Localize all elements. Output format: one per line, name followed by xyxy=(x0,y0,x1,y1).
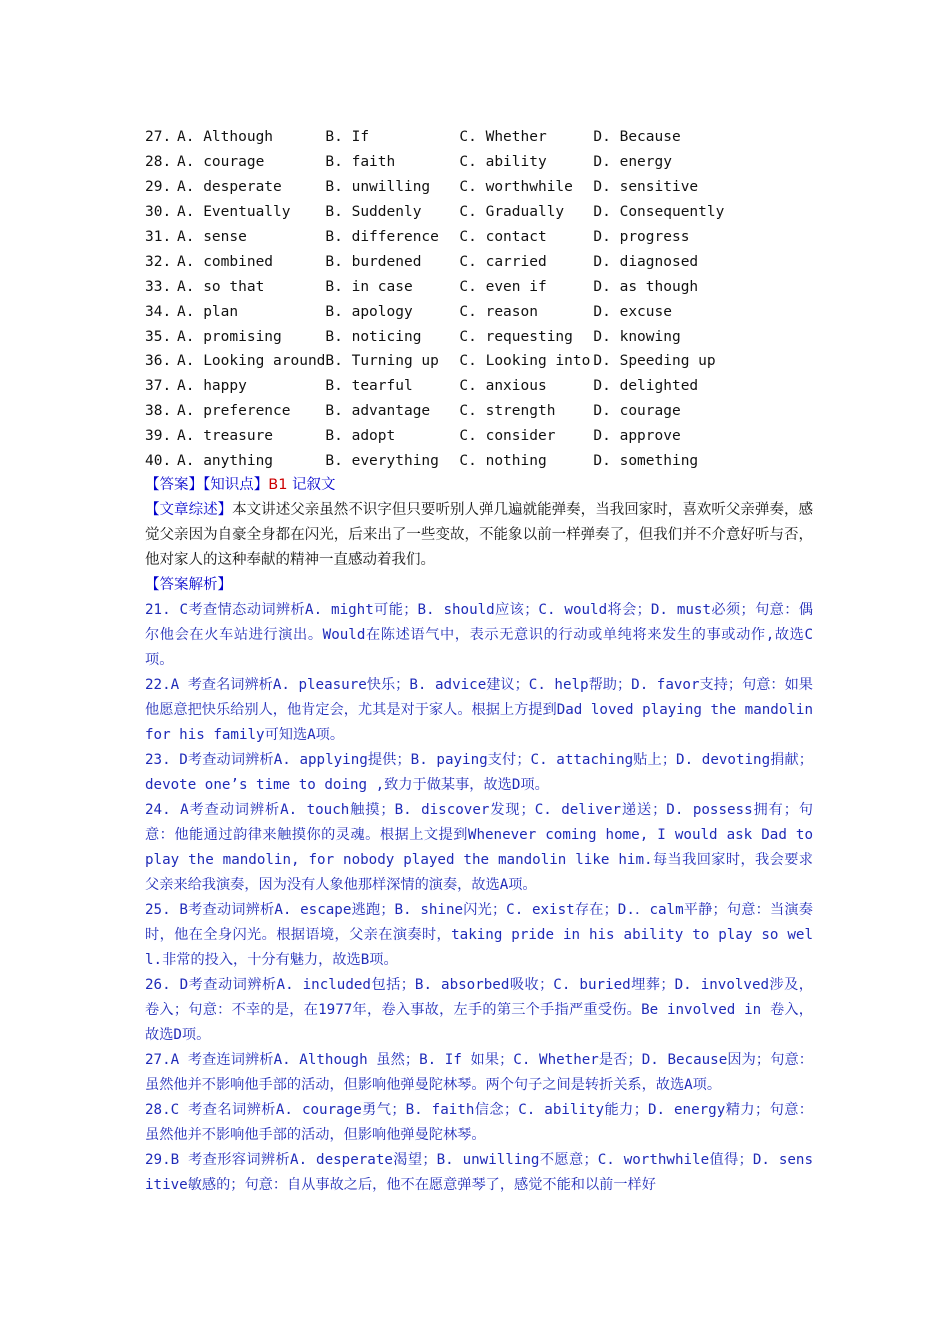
option-a: A. preference xyxy=(177,403,291,420)
option-row xyxy=(145,225,733,250)
option-d: D. courage xyxy=(593,403,681,420)
page-content xyxy=(145,125,813,1198)
question-number: 28. xyxy=(145,154,172,171)
option-d: D. Speeding up xyxy=(593,353,716,370)
option-c: C. even if xyxy=(459,278,547,295)
explanation-item: 24. A考查动词辨析A. touch触摸；B. discover发现；C. deliver递送；D. possess拥有；句意：他能通过韵律来触摸你的灵魂。根据上文提到Whenever coming home, I would ask Dad to play the mandolin, for nobody played the mandolin like him.每当我回家时，我会要求父亲来给我演奏，因为没有人象他那样深情的演奏，故选A项。 xyxy=(145,802,813,894)
option-d: D. Consequently xyxy=(593,204,725,221)
option-row xyxy=(145,249,733,274)
option-c: C. ability xyxy=(459,154,547,171)
option-a: A. Eventually xyxy=(177,204,291,221)
option-c: C. reason xyxy=(459,303,538,320)
option-a: A. happy xyxy=(177,378,247,395)
summary-label: 【文章综述】 xyxy=(145,502,233,519)
option-row xyxy=(145,449,733,474)
option-c: C. consider xyxy=(459,428,556,445)
option-a: A. promising xyxy=(177,328,282,345)
option-d: D. energy xyxy=(593,154,672,171)
option-row xyxy=(145,399,733,424)
option-b: B. If xyxy=(325,129,370,146)
question-number: 38. xyxy=(145,403,172,420)
explanation-item: 26. D考查动词辨析A. included包括；B. absorbed吸收；C. buried埋葬；D. involved涉及，卷入；句意：不幸的是，在1977年，卷入事故，左手的第三个手指严重受伤。Be involved in 卷入，故选D项。 xyxy=(145,977,813,1044)
option-c: C. Looking into xyxy=(459,353,591,370)
explanation-item: 28.C 考查名词辨析A. courage勇气；B. faith信念；C. ability能力；D. energy精力；句意：虽然他并不影响他手部的活动，但影响他弹曼陀林琴。 xyxy=(145,1102,813,1144)
option-row xyxy=(145,349,733,374)
question-number: 29. xyxy=(145,179,172,196)
answer-header xyxy=(145,473,813,498)
option-b: B. difference xyxy=(325,229,439,245)
option-d: D. as though xyxy=(593,278,699,295)
option-a: A. Although xyxy=(177,129,274,146)
option-row xyxy=(145,200,733,225)
question-number: 37. xyxy=(145,378,172,395)
option-b: B. burdened xyxy=(325,253,422,270)
option-c: C. Whether xyxy=(459,129,547,146)
option-row xyxy=(145,274,733,299)
option-b: B. adopt xyxy=(325,428,396,445)
option-row xyxy=(145,324,733,349)
option-a: A. combined xyxy=(177,253,274,270)
explanation-item: 29.B 考查形容词辨析A. desperate渴望；B. unwilling不愿意；C. worthwhile值得；D. sensitive敏感的；句意：自从事故之后，他不在愿意弹琴了，感觉不能和以前一样好 xyxy=(145,1152,813,1194)
option-b: B. Suddenly xyxy=(325,204,422,221)
explanation-list xyxy=(145,598,813,1198)
option-c: C. nothing xyxy=(459,453,547,470)
genre-label: 记叙文 xyxy=(287,477,336,494)
summary-text: 本文讲述父亲虽然不识字但只要听别人弹几遍就能弹奏，当我回家时，喜欢听父亲弹奏，感觉父亲因为自豪全身都在闪光，后来出了一些变故，不能象以前一样弹奏了，但我们并不介意好听与否，他对家人的这种奉献的精神一直感动着我们。 xyxy=(145,502,814,569)
option-c: C. strength xyxy=(459,403,556,420)
option-c: C. carried xyxy=(459,253,547,270)
option-d: D. sensitive xyxy=(593,179,699,196)
option-row xyxy=(145,374,733,399)
option-b: B. faith xyxy=(325,154,396,171)
explanation-item: 25. B考查动词辨析A. escape逃跑；B. shine闪光；C. exist存在；D.．calm平静；句意：当演奏时，他在全身闪光。根据语境，父亲在演奏时，taking pride in his ability to play so well.非常的投入，十分有魅力，故选B项。 xyxy=(145,902,813,969)
question-number: 35. xyxy=(145,328,172,345)
option-a: A. anything xyxy=(177,453,274,470)
analysis-label: 【答案解析】 xyxy=(145,577,232,594)
options-table xyxy=(145,125,733,473)
option-a: A. sense xyxy=(177,229,247,245)
option-row xyxy=(145,125,733,150)
question-number: 40. xyxy=(145,453,172,470)
option-a: A. treasure xyxy=(177,428,274,445)
explanation-item: 23. D考查动词辨析A. applying提供；B. paying支付；C. attaching贴上；D. devoting捐献；devote one’s time to doing ,致力于做某事，故选D项。 xyxy=(145,752,813,794)
option-a: A. Looking around xyxy=(177,353,326,370)
option-d: D. approve xyxy=(593,428,681,445)
option-d: D. Because xyxy=(593,129,681,146)
answer-header-label: 【答案】【知识点】 xyxy=(145,477,269,494)
explanation-item: 21. C考查情态动词辨析A. might可能；B. should应该；C. would将会；D. must必须；句意：偶尔他会在火车站进行演出。Would在陈述语气中，表示无意识的行动或单纯将来发生的事或动作,故选C项。 xyxy=(145,602,813,669)
option-d: D. knowing xyxy=(593,328,681,345)
option-d: D. excuse xyxy=(593,303,672,320)
option-c: C. contact xyxy=(459,229,547,245)
option-row xyxy=(145,175,733,200)
option-b: B. everything xyxy=(325,453,439,470)
option-a: A. courage xyxy=(177,154,265,171)
option-b: B. noticing xyxy=(325,328,422,345)
option-c: C. anxious xyxy=(459,378,547,395)
option-b: B. unwilling xyxy=(325,179,431,196)
question-number: 33. xyxy=(145,278,172,295)
article-summary xyxy=(145,498,813,573)
explanation-item: 27.A 考查连词辨析A. Although 虽然；B. If 如果；C. Whether是否；D. Because因为；句意：虽然他并不影响他手部的活动，但影响他弹曼陀林琴。两个句子之间是转折关系，故选A项。 xyxy=(145,1052,813,1094)
question-number: 31. xyxy=(145,229,172,245)
option-d: D. something xyxy=(593,453,699,470)
option-c: C. Gradually xyxy=(459,204,565,221)
option-a: A. so that xyxy=(177,278,265,295)
option-row xyxy=(145,299,733,324)
question-number: 32. xyxy=(145,253,172,270)
option-a: A. desperate xyxy=(177,179,282,196)
option-b: B. apology xyxy=(325,303,413,320)
question-number: 27. xyxy=(145,129,172,146)
option-d: D. delighted xyxy=(593,378,699,395)
option-d: D. progress xyxy=(593,229,690,245)
question-number: 36. xyxy=(145,353,172,370)
knowledge-code: B1 xyxy=(268,477,288,494)
option-b: B. Turning up xyxy=(325,353,439,370)
question-number: 34. xyxy=(145,303,172,320)
explanation-item: 22.A 考查名词辨析A. pleasure快乐；B. advice建议；C. help帮助；D. favor支持；句意：如果他愿意把快乐给别人，他肯定会，尤其是对于家人。根据上方提到Dad loved playing the mandolin for his family可知选A项。 xyxy=(145,677,813,744)
option-b: B. tearful xyxy=(325,378,413,395)
option-c: C. requesting xyxy=(459,328,573,345)
question-number: 30. xyxy=(145,204,172,221)
question-number: 39. xyxy=(145,428,172,445)
option-a: A. plan xyxy=(177,303,239,320)
option-b: B. advantage xyxy=(325,403,431,420)
option-row xyxy=(145,424,733,449)
option-d: D. diagnosed xyxy=(593,253,699,270)
option-b: B. in case xyxy=(325,278,413,295)
option-c: C. worthwhile xyxy=(459,179,573,196)
option-row xyxy=(145,150,733,175)
